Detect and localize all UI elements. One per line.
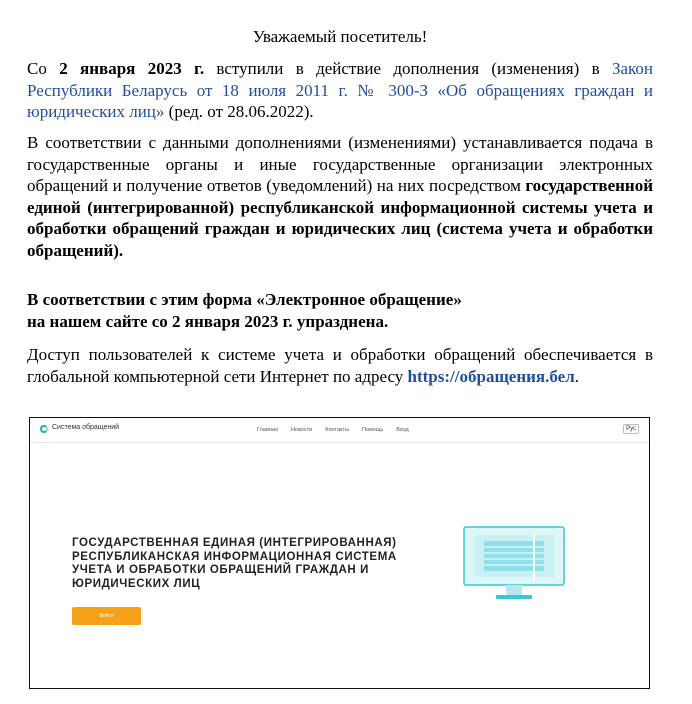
p1-text-3: (ред. от 28.06.2022).: [164, 102, 314, 121]
p1-text-1: Со: [27, 59, 60, 78]
hero-line-1: ГОСУДАРСТВЕННАЯ ЕДИНАЯ (ИНТЕГРИРОВАННАЯ): [72, 537, 397, 549]
p1-date: 2 января 2023 г.: [59, 59, 205, 78]
nav-item-home: Главная: [257, 427, 278, 433]
p3-line-2: на нашем сайте со 2 января 2023 г. упразднена.: [27, 311, 389, 331]
portal-nav-menu: [257, 427, 409, 433]
p4-text-1: Доступ пользователей к системе учета и обработки обращений обеспечивается в глобальной компьютерной сети Интернет по адресу: [27, 345, 653, 386]
nav-item-login: Вход: [396, 427, 409, 433]
paragraph-access: [27, 344, 653, 387]
portal-screenshot: [29, 417, 650, 689]
language-switch: Рус: [623, 424, 639, 434]
portal-logo-text: Система обращений: [52, 424, 120, 431]
paragraph-law-changes: [27, 58, 653, 123]
p1-text-2: вступили в действие дополнения (изменения) в: [204, 59, 612, 78]
portal-hero-title: [72, 537, 422, 591]
nav-item-contacts: Контакты: [325, 427, 349, 433]
logo-icon: [40, 425, 48, 433]
hero-line-3: УЧЕТА И ОБРАБОТКИ ОБРАЩЕНИЙ ГРАЖДАН И: [72, 564, 369, 576]
monitor-icon: [462, 523, 566, 603]
hero-line-2: РЕСПУБЛИКАНСКАЯ ИНФОРМАЦИОННАЯ СИСТЕМА: [72, 550, 397, 563]
paragraph-form-abolished: [27, 289, 653, 332]
paragraph-electronic-appeals: [27, 132, 653, 261]
portal-enter-button: Войти: [72, 607, 141, 625]
p4-text-2: .: [574, 366, 579, 386]
p2-system-name: государственной единой (интегрированной) республиканской информационной системы учета и обработки обращений граждан и юридических лиц (система учета и обработки обращений).: [27, 176, 653, 260]
p3-line-1: В соответствии с этим форма «Электронное обращение»: [27, 290, 462, 309]
portal-navbar: [30, 418, 649, 443]
nav-item-news: Новости: [290, 427, 313, 433]
page-title: Уважаемый посетитель!: [252, 27, 428, 46]
hero-line-4: ЮРИДИЧЕСКИХ ЛИЦ: [72, 577, 201, 590]
law-link[interactable]: Закон Республики Беларусь от 18 июля 2011 г. № 300-З «Об обращениях граждан и юридических лиц»: [27, 59, 653, 121]
p2-text-1: В соответствии с данными дополнениями (изменениями) устанавливается подача в государственные органы и иные государственные организации электронных обращений и получение ответов (уведомлений) на них посредством: [27, 133, 653, 195]
nav-item-help: Помощь: [362, 427, 384, 433]
portal-link[interactable]: https://обращения.бел: [407, 366, 575, 386]
